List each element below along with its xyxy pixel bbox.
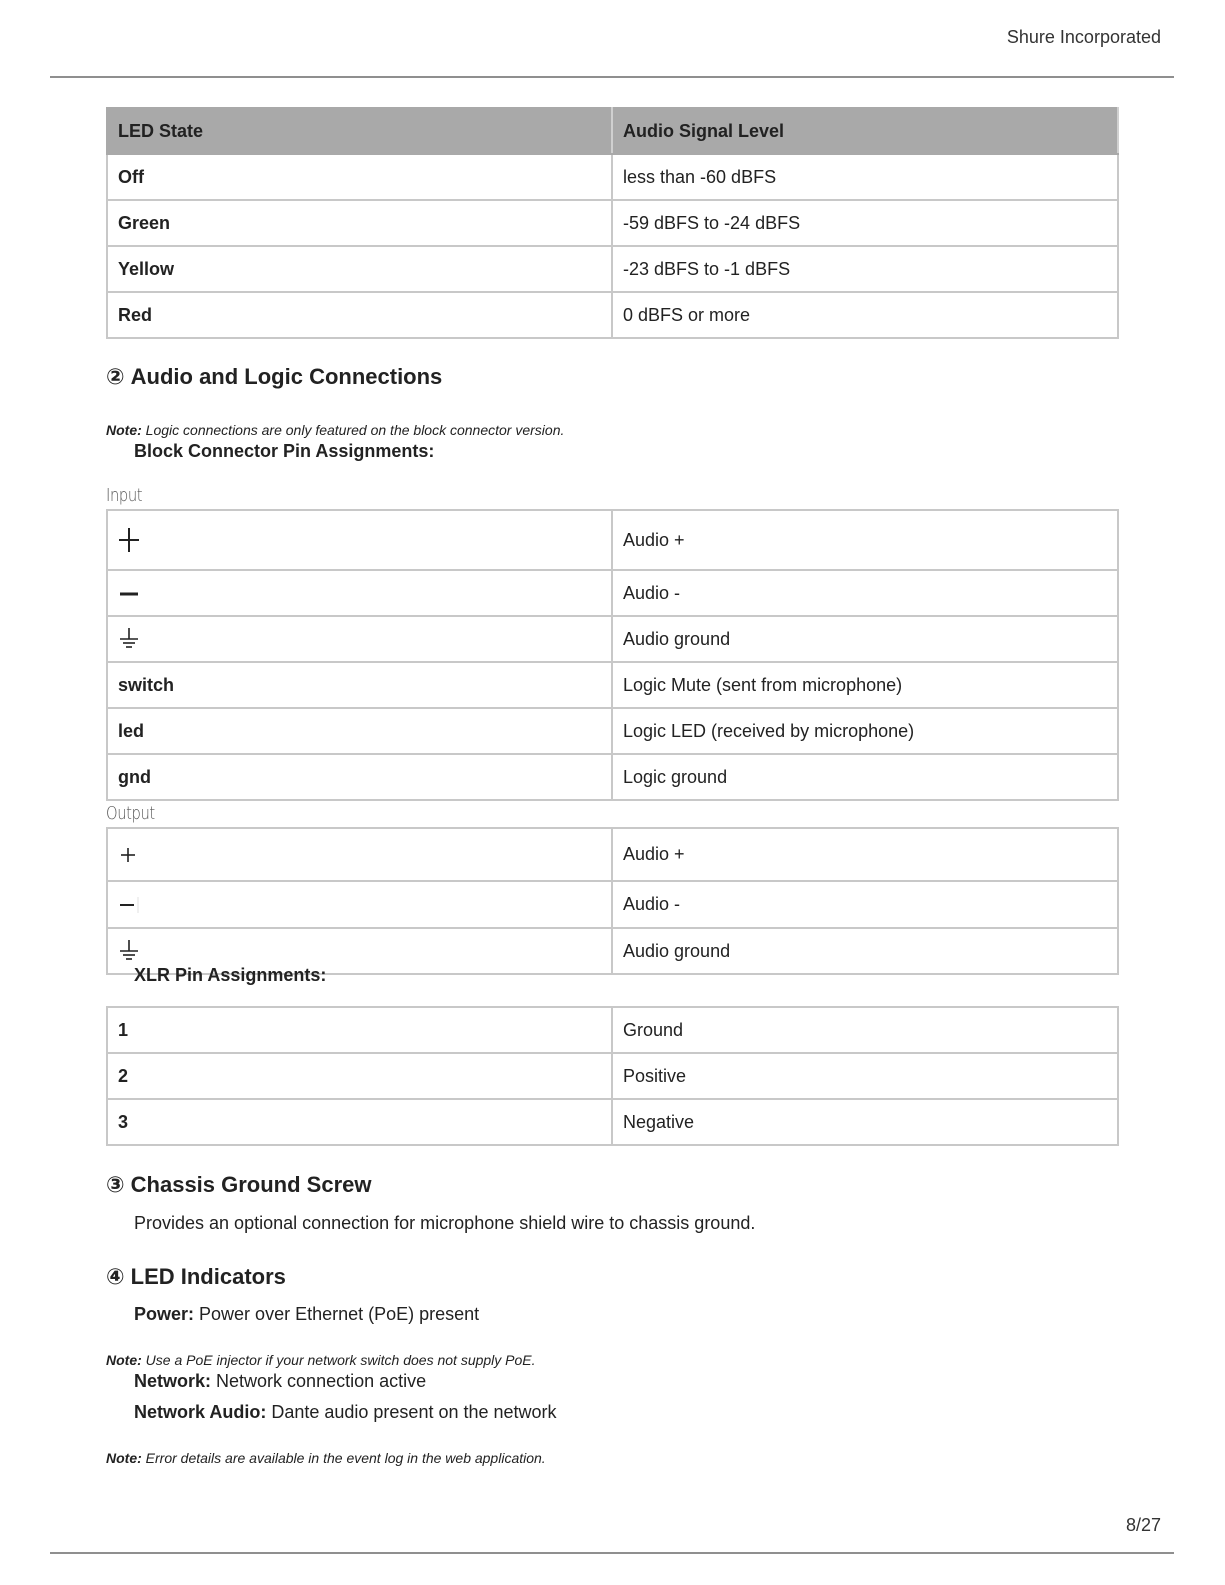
section-number: ②: [106, 364, 125, 389]
network-indicator-line: [134, 1371, 426, 1392]
symbol-cell: [107, 616, 612, 662]
note-text: Use a PoE injector if your network switch does not supply PoE.: [145, 1352, 536, 1368]
pin-key-cell: led: [107, 708, 612, 754]
chassis-ground-body: Provides an optional connection for microphone shield wire to chassis ground.: [134, 1213, 756, 1233]
power-label: Power:: [134, 1304, 195, 1324]
xlr-pin-cell: 3: [107, 1099, 612, 1145]
column-header: LED State: [107, 108, 612, 154]
power-indicator-line: [134, 1304, 479, 1325]
symbol-cell: [107, 881, 612, 928]
network-audio-label: Network Audio:: [134, 1402, 267, 1422]
note-event-log: [106, 1450, 546, 1466]
section-number: ③: [106, 1172, 125, 1197]
table-row: [107, 616, 1118, 662]
table-row: [107, 1099, 1118, 1145]
plus-icon: [118, 525, 140, 555]
pin-key-cell: switch: [107, 662, 612, 708]
xlr-pin-table: [106, 1006, 1119, 1146]
plus-icon: [118, 844, 138, 866]
table-header-row: [107, 108, 1118, 154]
section-title: Audio and Logic Connections: [130, 364, 443, 389]
note-label: Note:: [106, 1352, 142, 1368]
pin-description-cell: Logic Mute (sent from microphone): [612, 662, 1118, 708]
table-row: [107, 708, 1118, 754]
ground-icon: [118, 939, 140, 963]
table-row: [107, 510, 1118, 570]
header-company: Shure Incorporated: [1006, 27, 1161, 47]
pin-description-cell: Audio -: [612, 570, 1118, 616]
network-audio-text: Dante audio present on the network: [271, 1402, 557, 1422]
table-row: [107, 828, 1118, 881]
led-state-cell: Yellow: [107, 246, 612, 292]
table-row: [107, 662, 1118, 708]
table-row: [107, 570, 1118, 616]
table-row: [107, 292, 1118, 338]
table-row: [107, 154, 1118, 200]
pin-description-cell: Logic LED (received by microphone): [612, 708, 1118, 754]
section-title: LED Indicators: [130, 1264, 286, 1289]
table-row: [107, 1007, 1118, 1053]
minus-icon: [118, 588, 140, 600]
table-row: [107, 200, 1118, 246]
output-label: Output: [106, 803, 155, 824]
ground-icon: [118, 627, 140, 651]
symbol-cell: [107, 510, 612, 570]
footer-rule: [50, 1552, 1174, 1554]
xlr-pin-cell: 2: [107, 1053, 612, 1099]
xlr-pin-cell: 1: [107, 1007, 612, 1053]
pin-description-cell: Audio ground: [612, 928, 1118, 974]
signal-level-cell: less than -60 dBFS: [612, 154, 1118, 200]
table-row: [107, 754, 1118, 800]
pin-key-cell: gnd: [107, 754, 612, 800]
pin-description-cell: Audio ground: [612, 616, 1118, 662]
note-label: Note:: [106, 1450, 142, 1466]
note-text: Logic connections are only featured on the block connector version.: [145, 422, 565, 438]
network-label: Network:: [134, 1371, 212, 1391]
xlr-description-cell: Ground: [612, 1007, 1118, 1053]
led-state-cell: Green: [107, 200, 612, 246]
network-audio-indicator-line: [134, 1402, 557, 1423]
input-label: Input: [106, 485, 143, 506]
table-row: [107, 1053, 1118, 1099]
pin-description-cell: Audio +: [612, 510, 1118, 570]
signal-level-cell: -59 dBFS to -24 dBFS: [612, 200, 1118, 246]
xlr-description-cell: Positive: [612, 1053, 1118, 1099]
led-state-cell: Off: [107, 154, 612, 200]
minus-icon: [118, 895, 140, 915]
led-state-table: [106, 107, 1119, 339]
table-row: [107, 246, 1118, 292]
pin-description-cell: Audio -: [612, 881, 1118, 928]
note-poe-injector: [106, 1352, 536, 1368]
power-text: Power over Ethernet (PoE) present: [199, 1304, 480, 1324]
input-pin-table: [106, 509, 1119, 801]
note-label: Note:: [106, 422, 142, 438]
section-number: ④: [106, 1264, 125, 1289]
block-connector-heading: Block Connector Pin Assignments:: [134, 441, 435, 461]
led-state-cell: Red: [107, 292, 612, 338]
column-header: Audio Signal Level: [612, 108, 1118, 154]
section-heading-chassis-ground: [106, 1172, 372, 1198]
output-pin-table: [106, 827, 1119, 975]
table-row: [107, 881, 1118, 928]
pin-description-cell: Audio +: [612, 828, 1118, 881]
note-logic-connections: [106, 422, 564, 438]
symbol-cell: [107, 828, 612, 881]
section-heading-audio-logic: [106, 364, 442, 390]
note-text: Error details are available in the event log in the web application.: [145, 1450, 546, 1466]
section-title: Chassis Ground Screw: [130, 1172, 372, 1197]
pin-description-cell: Logic ground: [612, 754, 1118, 800]
symbol-cell: [107, 570, 612, 616]
network-text: Network connection active: [216, 1371, 427, 1391]
xlr-description-cell: Negative: [612, 1099, 1118, 1145]
signal-level-cell: -23 dBFS to -1 dBFS: [612, 246, 1118, 292]
xlr-heading: XLR Pin Assignments:: [134, 965, 327, 985]
header-rule: [50, 76, 1174, 78]
page-number: 8/27: [1125, 1515, 1161, 1535]
section-heading-led-indicators: [106, 1264, 286, 1290]
signal-level-cell: 0 dBFS or more: [612, 292, 1118, 338]
